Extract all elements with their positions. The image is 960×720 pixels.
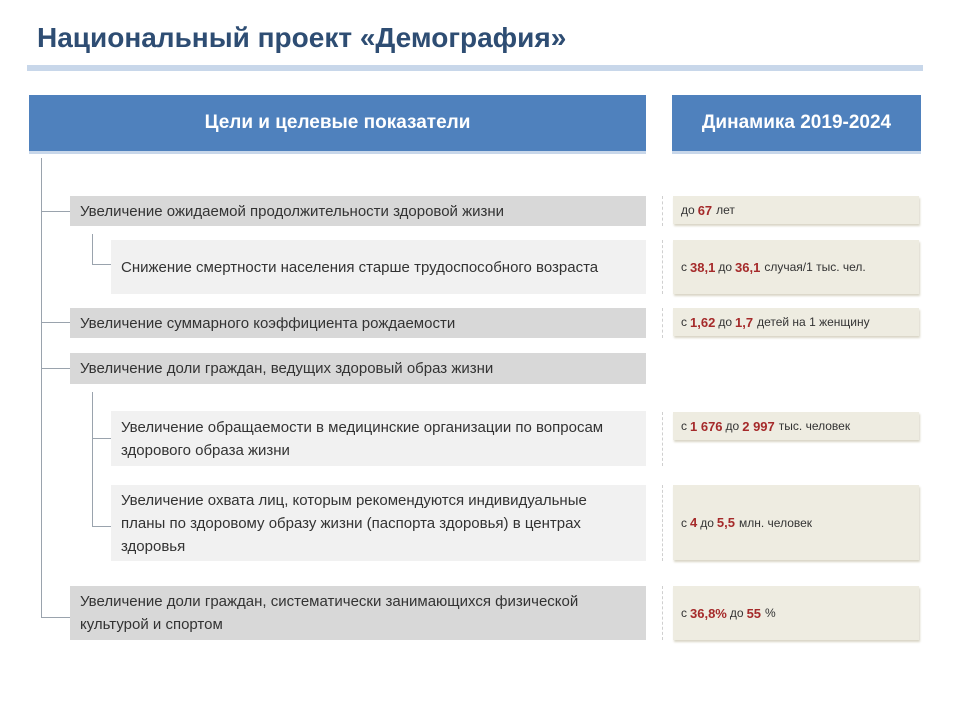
dynamics-prefix: до bbox=[681, 203, 695, 217]
goal-item bbox=[70, 353, 646, 384]
goal-item bbox=[70, 196, 646, 226]
dynamics-unit: тыс. человек bbox=[778, 419, 851, 433]
dynamics-start-value: 1,62 bbox=[690, 314, 716, 330]
dynamics-unit: случая/1 тыс. чел. bbox=[764, 260, 866, 274]
dynamics-target-value: 55 bbox=[746, 605, 762, 621]
goal-subitem bbox=[111, 240, 646, 294]
tree-subbranch-line bbox=[92, 526, 111, 527]
goals-header: Цели и целевые показатели bbox=[29, 95, 646, 151]
dynamics-target-value: 2 997 bbox=[742, 418, 775, 434]
column-separator bbox=[662, 586, 663, 640]
goal-text: Увеличение обращаемости в медицинские организации по вопросам здорового образа жизни bbox=[121, 418, 604, 459]
tree-branch-line bbox=[41, 617, 70, 618]
tree-subbranch-line bbox=[92, 264, 111, 265]
dynamics-unit: детей на 1 женщину bbox=[757, 315, 870, 329]
tree-subtrunk-line bbox=[92, 392, 93, 526]
tree-trunk-line bbox=[41, 158, 42, 618]
dynamics-cell bbox=[673, 586, 919, 640]
dynamics-prefix: с bbox=[681, 606, 687, 620]
column-separator bbox=[662, 308, 663, 338]
column-separator bbox=[662, 196, 663, 226]
dynamics-prefix: с bbox=[681, 419, 687, 433]
goal-item bbox=[70, 586, 646, 640]
dynamics-connector: до bbox=[729, 606, 744, 620]
goal-text: Снижение смертности населения старше трудоспособного возраста bbox=[121, 258, 599, 276]
dynamics-connector: до bbox=[718, 315, 732, 329]
dynamics-cell bbox=[673, 485, 919, 560]
column-separator bbox=[662, 485, 663, 561]
tree-subbranch-line bbox=[92, 438, 111, 439]
dynamics-start-value: 4 bbox=[690, 515, 698, 530]
dynamics-cell bbox=[673, 240, 919, 294]
dynamics-target-value: 1,7 bbox=[735, 314, 754, 330]
dynamics-prefix: с bbox=[681, 515, 687, 530]
dynamics-cell bbox=[673, 196, 919, 224]
dynamics-start-value: 36,8% bbox=[690, 605, 727, 621]
tree-subtrunk-line bbox=[92, 234, 93, 264]
goal-text: Увеличение доли граждан, систематически занимающихся физической культурой и спортом bbox=[80, 593, 579, 633]
goal-subitem bbox=[111, 411, 646, 466]
title-underline bbox=[27, 65, 923, 71]
dynamics-prefix: с bbox=[681, 260, 687, 274]
dynamics-target-value: 36,1 bbox=[735, 259, 761, 275]
column-separator bbox=[662, 412, 663, 466]
dynamics-start-value: 38,1 bbox=[690, 259, 716, 275]
dynamics-connector: до bbox=[700, 515, 714, 530]
dynamics-header: Динамика 2019-2024 bbox=[672, 95, 921, 151]
dynamics-target-value: 67 bbox=[697, 202, 713, 218]
dynamics-prefix: с bbox=[681, 315, 687, 329]
page-title: Национальный проект «Демография» bbox=[37, 22, 567, 53]
dynamics-cell bbox=[673, 308, 919, 336]
dynamics-target-value: 5,5 bbox=[716, 515, 735, 530]
dynamics-start-value: 1 676 bbox=[690, 418, 723, 434]
goal-text: Увеличение ожидаемой продолжительности здоровой жизни bbox=[80, 202, 505, 220]
dynamics-connector: до bbox=[725, 419, 740, 433]
dynamics-unit: % bbox=[765, 606, 776, 620]
goal-text: Увеличение охвата лиц, которым рекомендуются индивидуальные планы по здоровому образу жизни (паспорта здоровья) в центрах здоровья bbox=[121, 491, 587, 555]
dynamics-connector: до bbox=[718, 260, 732, 274]
goal-text: Увеличение суммарного коэффициента рождаемости bbox=[80, 314, 456, 332]
tree-branch-line bbox=[41, 322, 70, 323]
goal-subitem bbox=[111, 485, 646, 561]
tree-branch-line bbox=[41, 211, 70, 212]
column-separator bbox=[662, 240, 663, 294]
dynamics-unit: млн. человек bbox=[739, 515, 813, 530]
dynamics-unit: лет bbox=[716, 203, 735, 217]
tree-branch-line bbox=[41, 368, 70, 369]
dynamics-cell bbox=[673, 412, 919, 440]
goal-text: Увеличение доли граждан, ведущих здоровый образ жизни bbox=[80, 360, 494, 377]
goal-item bbox=[70, 308, 646, 338]
